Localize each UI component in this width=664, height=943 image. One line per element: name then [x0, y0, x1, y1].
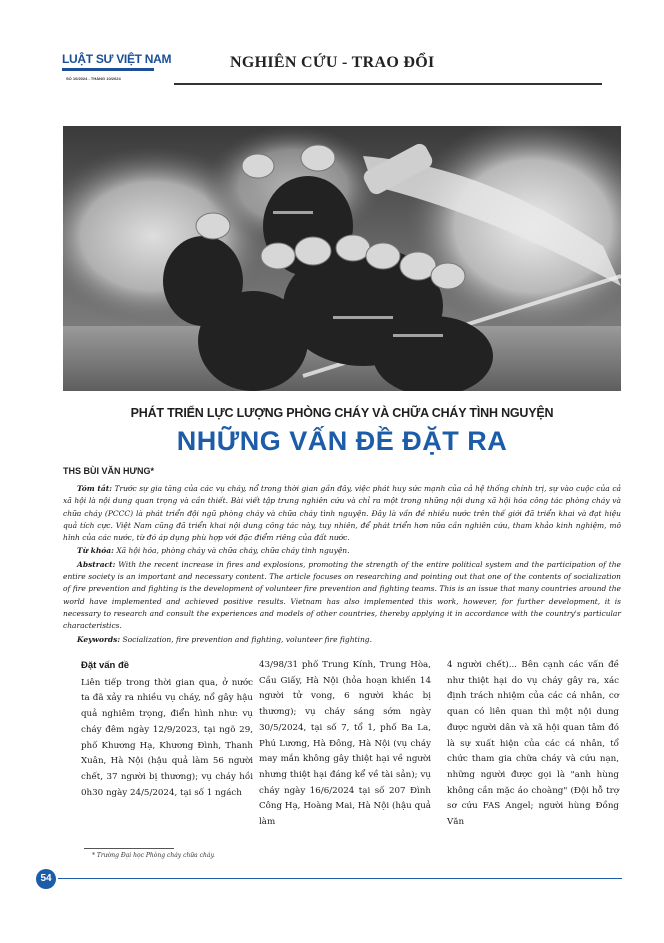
abstract-vi-label: Tóm tắt:	[77, 484, 112, 493]
keywords-en-text: Socialization, fire prevention and fighting, volunteer fire fighting.	[120, 634, 372, 644]
masthead-logo: LUẬT SƯ VIỆT NAM	[62, 52, 172, 66]
body-text-col2: 43/98/31 phố Trung Kính, Trung Hòa, Cầu Giấy, Hà Nội (hỏa hoạn khiến 14 người tử vong, 6 người khác bị thương); vụ cháy sáng sớm ngày 30/5/2024, tại số 7, tổ 1, phố Ba La, Phú Lương, Hà Đông, Hà Nội (vụ cháy may mắn không gây thiệt hại về người nhưng thiệt hại đáng kể về tài sản); vụ cháy ngày 16/6/2024 tại số 207 Đình Công Hạ, Hoàng Mai, Hà Nội (hậu quả làm	[259, 660, 431, 828]
abstract-vi-text: Trước sự gia tăng của các vụ cháy, nổ trong thời gian gần đây, việc phát huy sức mạnh của cả hệ thống chính trị, sự vào cuộc của cả xã hội là nội dung quan trọng và cần thiết. Bài viết tập trung nghiên cứu và chỉ ra một trong những nội dung xã hội hóa công tác phòng cháy và chữa cháy (PCCC) là phát triển đội ngũ phòng cháy và chữa cháy tình nguyện. Đây là vấn đề nhiều nước trên thế giới đã triển khai và đạt hiệu quả tích cực. Việt Nam cũng đã triển khai nội dung công tác này, tuy nhiên, để phát triển hơn nữa cần nghiên cứu, tham khảo kinh nghiệm, mô hình của các nước, từ đó áp dụng phù hợp với đặc điểm riêng của đất nước.	[63, 484, 621, 543]
keywords-vi	[63, 545, 621, 557]
section-title: NGHIÊN CỨU - TRAO ĐỔI	[230, 54, 435, 71]
keywords-vi-text: Xã hội hóa, phòng cháy và chữa cháy, chữa cháy tình nguyện.	[113, 546, 350, 556]
body-column-3	[447, 658, 619, 831]
abstract-en-text: With the recent increase in fires and explosions, promoting the strength of the entire political system and the participation of the entire society is an important and necessary content. The article focuses on researching and pointing out that one of the contents of socialization of fire prevention and fighting is the development of volunteer fire prevention and fighting teams. This is an issue that many countries around the world have implemented and achieved positive results. Vietnam has also implemented this work, however, for further development, it is necessary to research and consult the experiences and models of other countries, thereby applying it in accordance with the country's particular characteristics.	[63, 559, 621, 631]
bottom-rule	[58, 878, 622, 879]
page-header	[62, 52, 602, 92]
page-number: 54	[36, 869, 56, 889]
article-headline	[63, 406, 621, 457]
header-rule	[174, 83, 602, 85]
masthead-bar	[62, 68, 154, 71]
abstract-en-label: Abstract:	[77, 559, 116, 569]
issue-label: SỐ 10/2024 - THÁNG 10/2024	[66, 76, 121, 81]
article-kicker: PHÁT TRIỂN LỰC LƯỢNG PHÒNG CHÁY VÀ CHỮA CHÁY TÌNH NGUYỆN	[130, 406, 554, 420]
body-column-2	[259, 658, 431, 831]
author-name: THS BÙI VĂN HƯNG*	[63, 466, 154, 476]
footnote: * Trường Đại học Phòng cháy chữa cháy.	[92, 852, 215, 859]
keywords-en-label: Keywords:	[77, 634, 121, 644]
subheading: Đặt vấn đề	[81, 660, 130, 671]
abstract-block	[63, 483, 621, 646]
abstract-vi	[63, 483, 621, 544]
body-text-col3: 4 người chết)... Bên cạnh các vấn đề như thiệt hại do vụ cháy gây ra, xác định trách nhiệm của các cá nhân, cơ quan có liên quan thì một nội dung được người dân và xã hội quan tâm đó là sự xuất hiện của các cá nhân, tổ chức tham gia chữa cháy và cứu nạn, những người được gọi là "anh hùng không cần mặc áo choàng" (Đội hỗ trợ sơ cứu FAS Angel; người hùng Đồng Văn	[447, 660, 619, 828]
body-columns	[63, 658, 621, 834]
body-text-col1: Liên tiếp trong thời gian qua, ở nước ta đã xảy ra nhiều vụ cháy, nổ gây hậu quả nghiêm trọng, điển hình như: vụ cháy đêm ngày 12/9/2023, tại ngõ 29, phố Khương Hạ, Khương Đình, Thanh Xuân, Hà Nội (hậu quả làm 56 người chết, 37 người bị thương); vụ cháy hồi 0h30 ngày 24/5/2024, tại số 1 ngách	[81, 677, 253, 798]
body-column-1	[81, 658, 253, 801]
article-title: NHỮNG VẤN ĐỀ ĐẶT RA	[176, 426, 508, 456]
footnote-rule	[84, 848, 174, 849]
keywords-en	[63, 634, 621, 646]
keywords-vi-label: Từ khóa:	[77, 546, 114, 556]
firefighters-photo	[63, 126, 621, 391]
abstract-en	[63, 559, 621, 633]
